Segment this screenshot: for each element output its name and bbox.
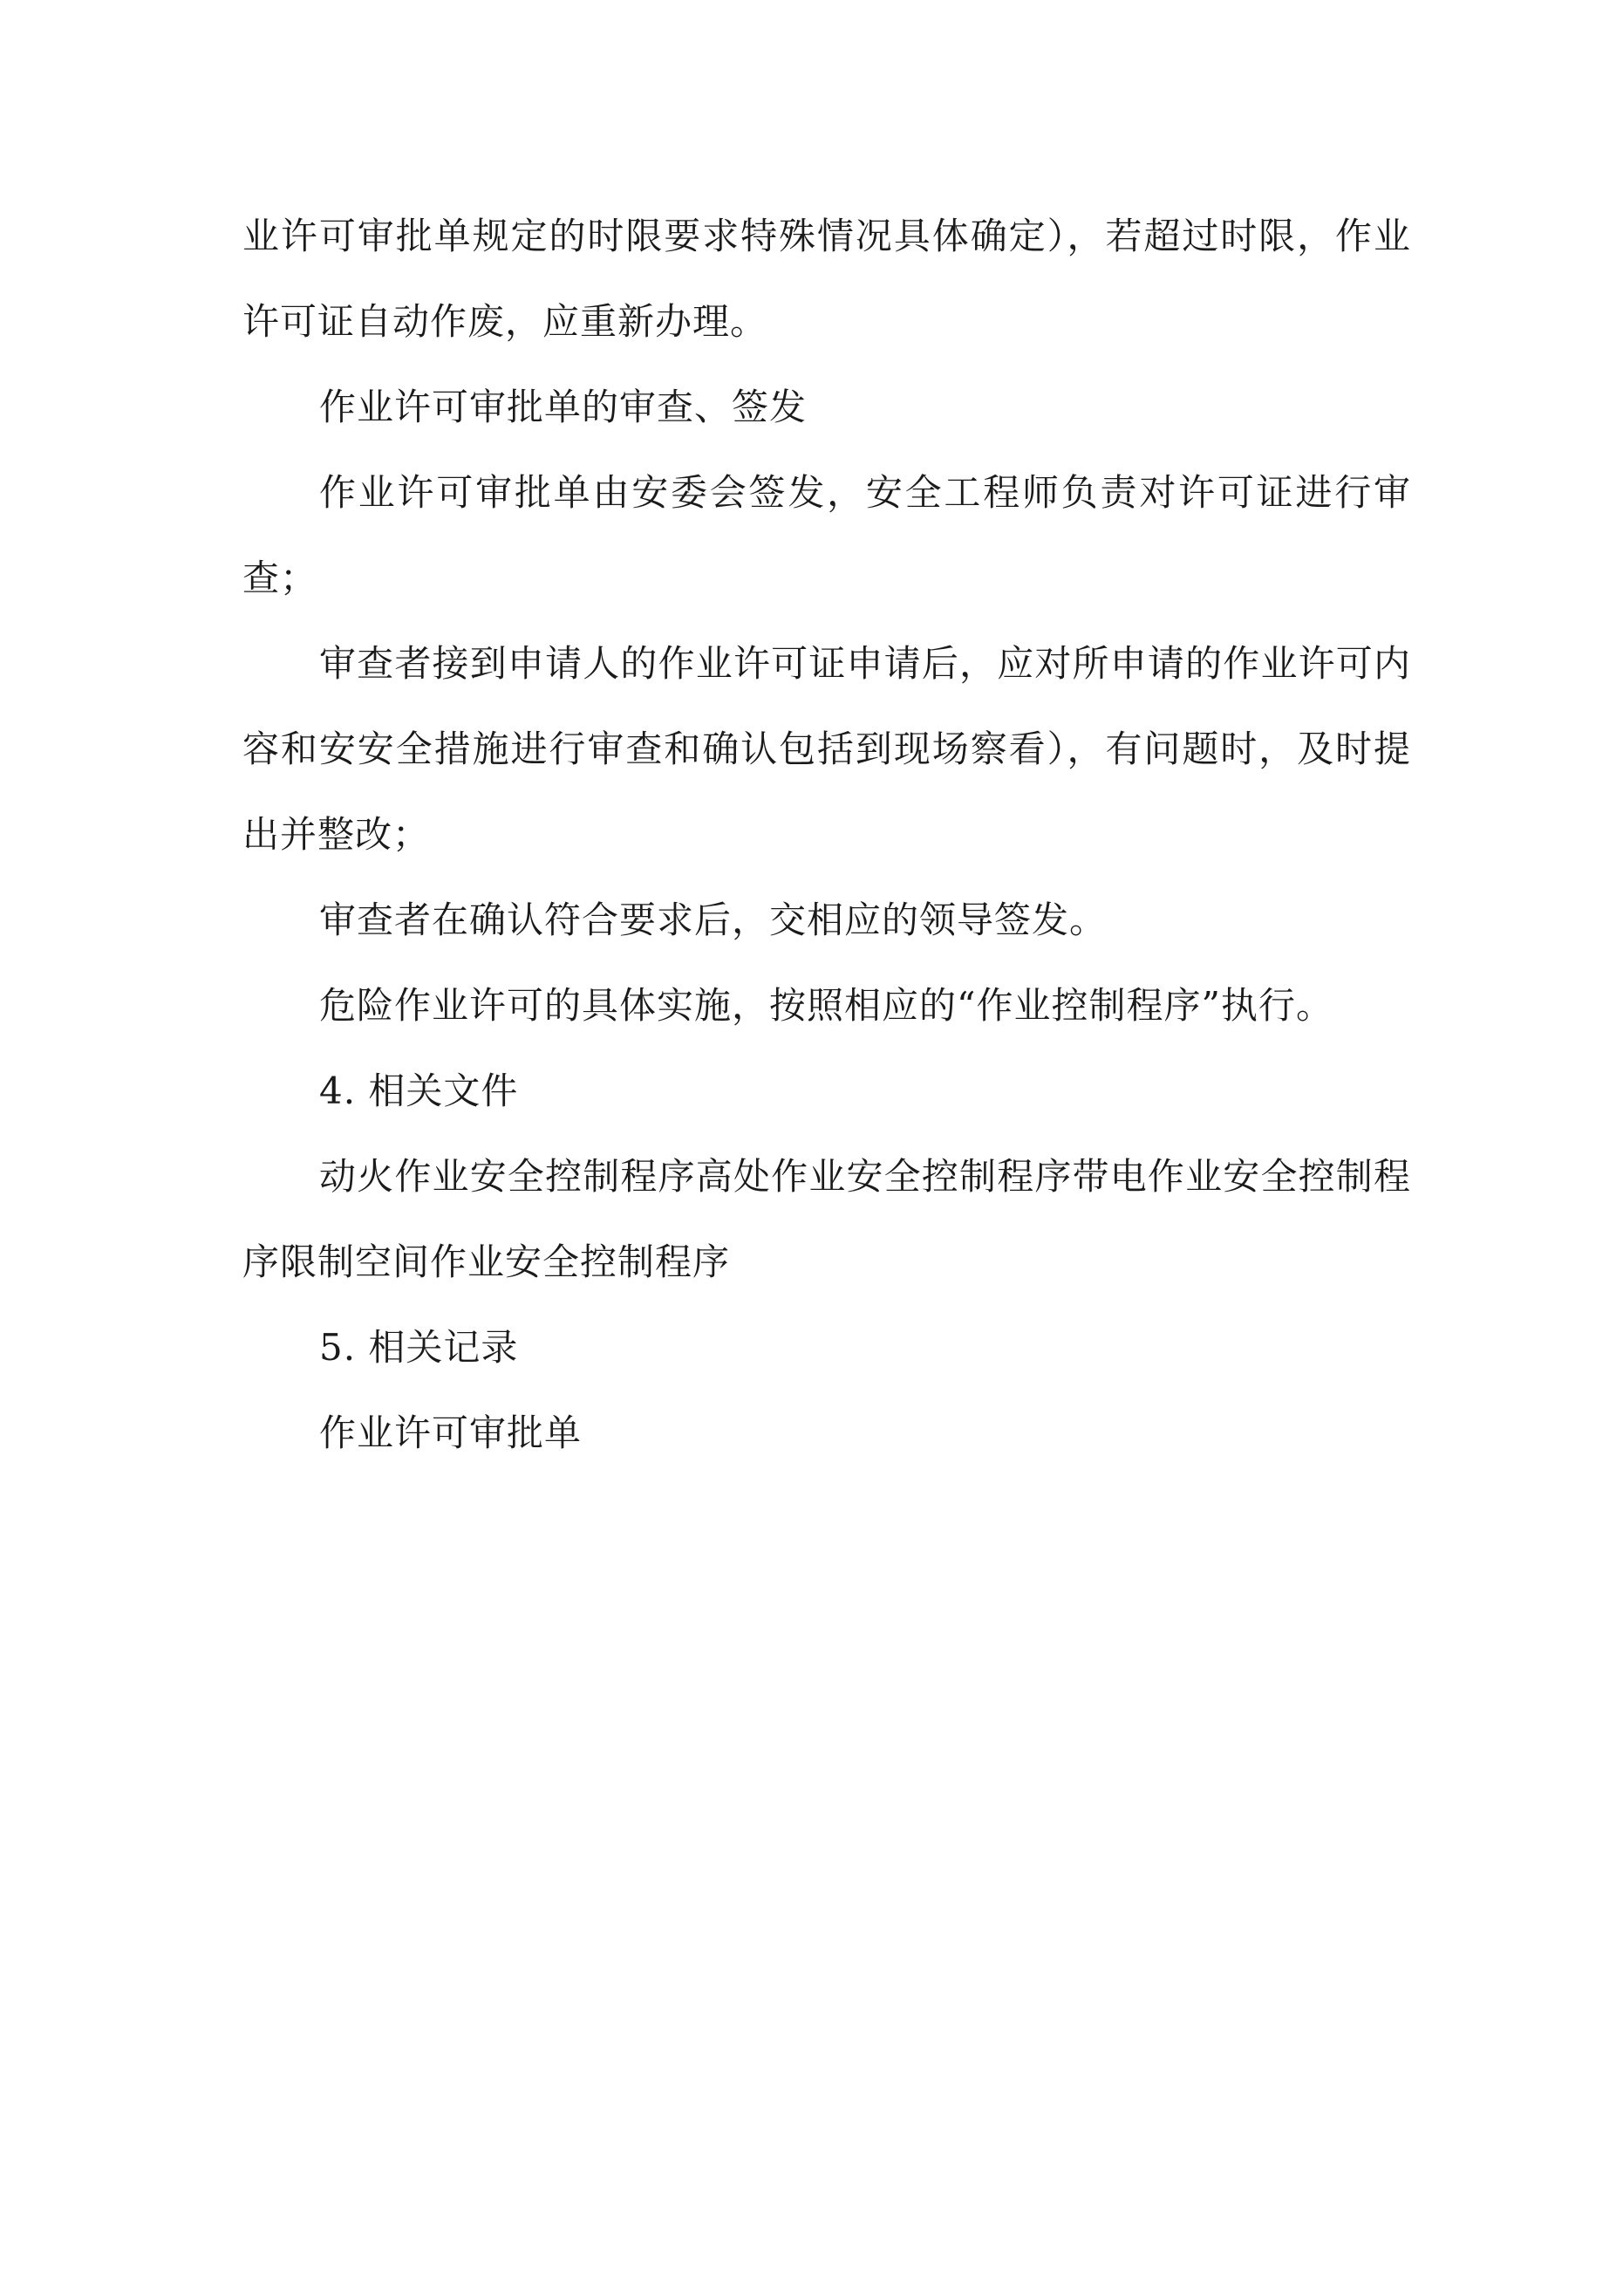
heading-review-issue: 作业许可审批单的审查、签发 <box>319 386 808 428</box>
document-body <box>242 194 1411 1476</box>
paragraph-approval: 审查者在确认符合要求后，交相应的领导签发。 <box>319 899 1108 941</box>
paragraph-implementation: 危险作业许可的具体实施，按照相应的“作业控制程序”执行。 <box>319 984 1333 1027</box>
paragraph-related-records: 作业许可审批单 <box>319 1411 583 1454</box>
paragraph-reviewer-duty: 审查者接到申请人的作业许可证申请后，应对所申请的作业许可内容和安安全措施进行审查和确认包括到现场察看），有问题时，及时提出并整改； <box>242 642 1411 856</box>
paragraph-permit-expiry: 业许可审批单规定的时限要求特殊情况具体确定），若超过时限，作业许可证自动作废，应重新办理。 <box>242 215 1411 343</box>
heading-related-documents: 4. 相关文件 <box>319 1069 519 1112</box>
paragraph-related-documents: 动火作业安全控制程序高处作业安全控制程序带电作业安全控制程序限制空间作业安全控制程序 <box>242 1155 1411 1283</box>
paragraph-issuer: 作业许可审批单由安委会签发，安全工程师负责对许可证进行审查； <box>242 471 1411 599</box>
heading-related-records: 5. 相关记录 <box>319 1326 519 1369</box>
